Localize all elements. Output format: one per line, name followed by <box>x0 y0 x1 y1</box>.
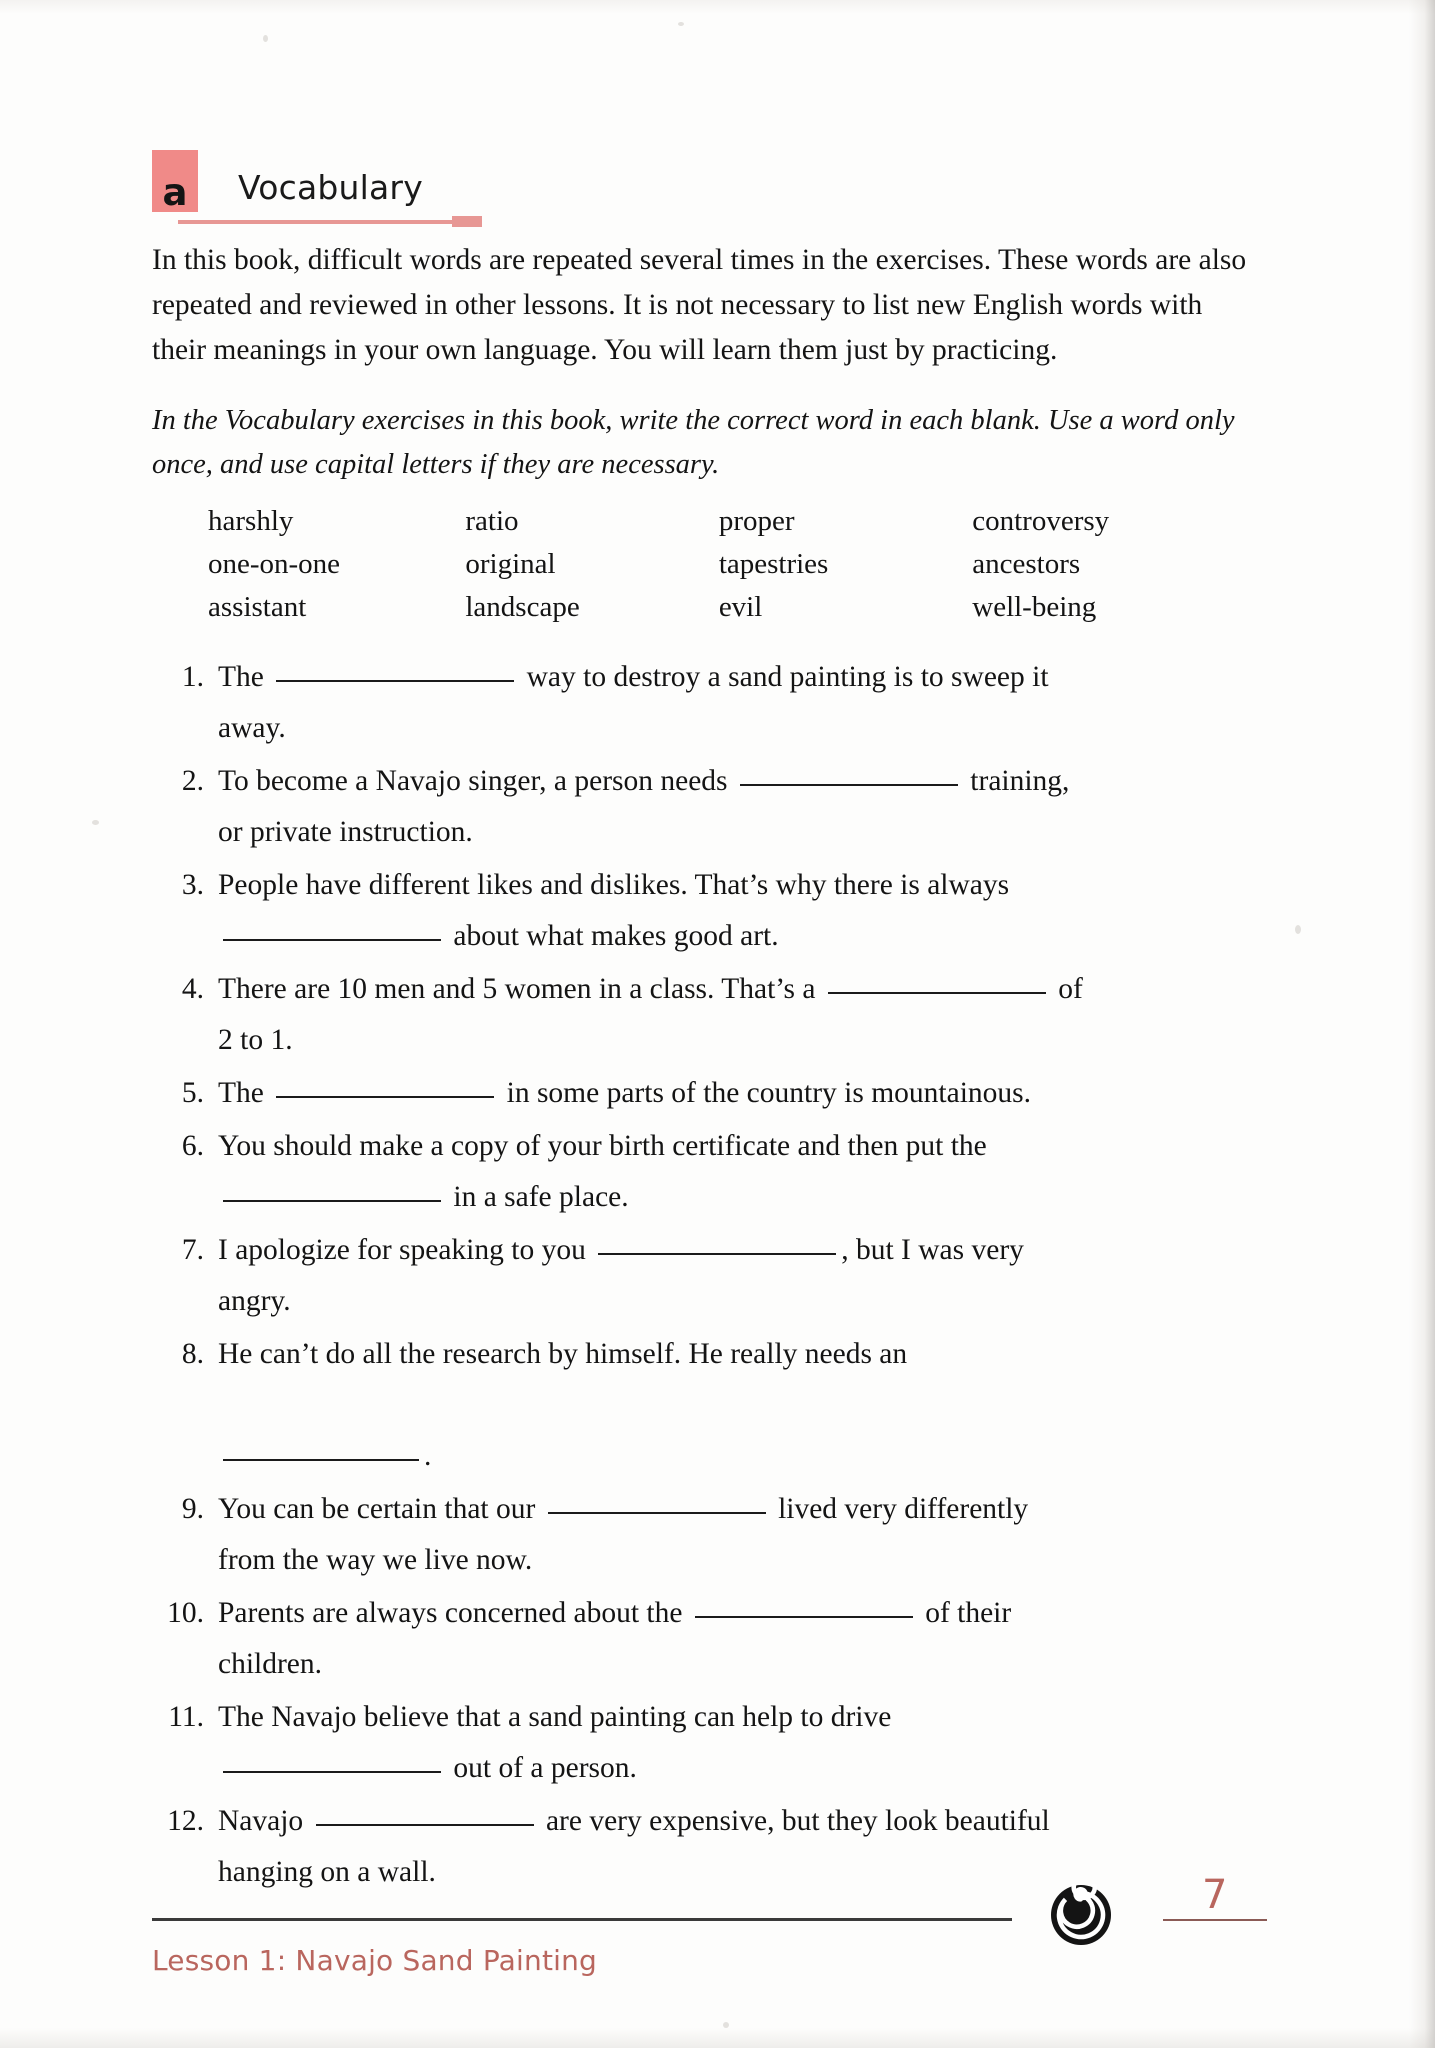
exercise-text-line2: or private instruction. <box>218 816 473 848</box>
answer-blank[interactable] <box>223 1771 441 1773</box>
word-bank-row <box>208 505 1208 548</box>
exercise-number: 7. <box>181 1234 204 1266</box>
page-content <box>152 150 1272 1900</box>
word-bank-word: landscape <box>465 591 580 623</box>
word-bank-word: controversy <box>972 505 1110 537</box>
intro-paragraph: In this book, difficult words are repeated several times in the exercises. These words are also repeated and reviewed in other lessons. It is not necessary to list new English words with their meanings in your own language. You will learn them just by practicing. <box>152 244 1247 366</box>
word-bank-word: harshly <box>208 505 294 537</box>
exercise-text-before: Parents are always concerned about the <box>218 1597 683 1629</box>
instruction-text: In the Vocabulary exercises in this book, write the correct word in each blank. Use a word only once, and use capital letters if they are necessary. <box>152 405 1235 480</box>
word-bank-word: well-being <box>972 591 1097 623</box>
footer-divider-right <box>1163 1919 1267 1921</box>
section-title: Vocabulary <box>238 168 423 207</box>
spiral-logo-icon <box>1050 1884 1112 1946</box>
answer-blank[interactable] <box>548 1512 766 1514</box>
exercise-item <box>152 1588 1272 1690</box>
exercise-text-line2: away. <box>218 712 286 744</box>
word-bank-word: original <box>465 548 556 580</box>
answer-blank[interactable] <box>316 1824 534 1826</box>
exercise-item <box>152 1796 1272 1898</box>
exercise-text <box>218 1329 1272 1482</box>
exercise-item <box>152 1484 1272 1586</box>
section-letter-chip <box>152 150 198 212</box>
word-bank-word: ancestors <box>972 548 1081 580</box>
exercise-text-line2: about what makes good art. <box>453 920 779 952</box>
exercise-text-after: are very expensive, but they look beautiful <box>545 1805 1050 1837</box>
exercise-number: 8. <box>181 1338 204 1370</box>
exercise-text-before: The Navajo believe that a sand painting can help to drive <box>218 1701 892 1733</box>
exercise-text-after: training, <box>970 765 1070 797</box>
exercise-text-after: way to destroy a sand painting is to sweep it <box>526 661 1049 693</box>
answer-blank[interactable] <box>828 992 1046 994</box>
exercise-text <box>218 1692 1272 1794</box>
answer-blank[interactable] <box>276 680 514 682</box>
exercise-number: 3. <box>181 869 204 901</box>
exercise-text-after: of their <box>925 1597 1012 1629</box>
answer-blank[interactable] <box>223 1459 419 1461</box>
exercise-text-before: The <box>218 1077 264 1109</box>
exercise-number: 5. <box>181 1077 204 1109</box>
exercise-text-line2: 2 to 1. <box>218 1024 293 1056</box>
exercise-number: 11. <box>168 1701 204 1733</box>
exercise-text <box>218 964 1272 1066</box>
answer-blank[interactable] <box>740 784 958 786</box>
answer-blank[interactable] <box>223 1200 441 1202</box>
exercise-text <box>218 1225 1272 1327</box>
exercise-text-after: of <box>1058 973 1083 1005</box>
page-number: 7 <box>1202 1872 1228 1918</box>
exercise-text-before: The <box>218 661 264 693</box>
exercise-text-before: You can be certain that our <box>218 1493 536 1525</box>
footer-divider <box>152 1918 1012 1921</box>
exercise-text-line2: out of a person. <box>453 1752 637 1784</box>
exercise-text-before: To become a Navajo singer, a person needs <box>218 765 728 797</box>
exercise-text <box>218 860 1272 962</box>
exercise-text <box>218 1484 1272 1586</box>
exercise-item <box>152 1329 1272 1482</box>
section-letter: a <box>162 170 188 214</box>
exercise-text-after: , but I was very <box>841 1234 1024 1266</box>
exercise-item <box>152 964 1272 1066</box>
exercise-number: 9. <box>181 1493 204 1525</box>
word-bank-word: tapestries <box>718 548 829 580</box>
word-bank-word: assistant <box>208 591 307 623</box>
exercise-number: 2. <box>181 765 204 797</box>
exercise-text <box>218 652 1272 754</box>
word-bank <box>208 505 1208 634</box>
answer-blank[interactable] <box>598 1253 836 1255</box>
word-bank-word: ratio <box>465 505 519 537</box>
exercise-number: 12. <box>167 1805 204 1837</box>
exercise-text-line2: children. <box>218 1648 323 1680</box>
word-bank-row <box>208 548 1208 591</box>
word-bank-row <box>208 591 1208 634</box>
exercise-text-line2: in a safe place. <box>453 1181 629 1213</box>
exercise-text-before: There are 10 men and 5 women in a class. That’s a <box>218 973 816 1005</box>
exercise-text <box>218 1121 1272 1223</box>
exercise-text-line2: hanging on a wall. <box>218 1856 436 1888</box>
exercise-text <box>218 756 1272 858</box>
exercise-text <box>218 1796 1272 1898</box>
section-header-rule-cap <box>452 216 482 227</box>
answer-blank[interactable] <box>695 1616 913 1618</box>
section-header <box>152 150 1272 228</box>
answer-blank[interactable] <box>276 1096 494 1098</box>
exercise-text-line2: from the way we live now. <box>218 1544 533 1576</box>
exercise-list <box>152 652 1272 1898</box>
exercise-number: 6. <box>181 1130 204 1162</box>
exercise-item <box>152 1225 1272 1327</box>
exercise-text-after: in some parts of the country is mountainous. <box>506 1077 1031 1109</box>
word-bank-word: evil <box>718 591 763 623</box>
exercise-text-line2: . <box>424 1440 432 1472</box>
exercise-text-before: I apologize for speaking to you <box>218 1234 586 1266</box>
exercise-text-line2: angry. <box>218 1285 291 1317</box>
exercise-number: 1. <box>181 661 204 693</box>
exercise-text <box>218 1068 1272 1119</box>
exercise-number: 4. <box>181 973 204 1005</box>
section-header-rule <box>178 220 468 224</box>
exercise-item <box>152 860 1272 962</box>
exercise-text-before: Navajo <box>218 1805 304 1837</box>
exercise-text-before: You should make a copy of your birth certificate and then put the <box>218 1130 987 1162</box>
word-bank-word: one-on-one <box>208 548 341 580</box>
word-bank-word: proper <box>718 505 795 537</box>
exercise-item <box>152 756 1272 858</box>
exercise-number: 10. <box>167 1597 204 1629</box>
exercise-item <box>152 652 1272 754</box>
exercise-item <box>152 1692 1272 1794</box>
exercise-text-before: People have different likes and dislikes. That’s why there is always <box>218 869 1010 901</box>
exercise-item <box>152 1068 1272 1119</box>
answer-blank[interactable] <box>223 939 441 941</box>
exercise-text-before: He can’t do all the research by himself. He really needs an <box>218 1338 908 1370</box>
exercise-text <box>218 1588 1272 1690</box>
exercise-item <box>152 1121 1272 1223</box>
footer-lesson-label: Lesson 1: Navajo Sand Painting <box>152 1944 598 1977</box>
exercise-text-after: lived very differently <box>778 1493 1029 1525</box>
